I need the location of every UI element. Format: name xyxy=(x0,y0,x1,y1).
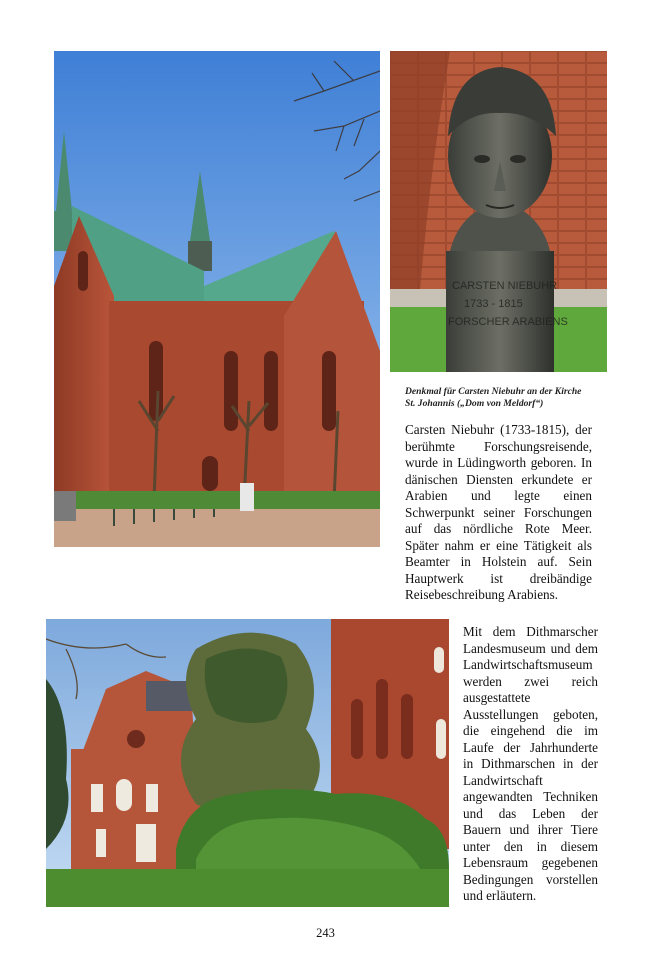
museum-illustration xyxy=(46,619,449,907)
paragraph-niebuhr: Carsten Niebuhr (1733-1815), der berühmte Forschungsreisende, wurde in Lüdingworth geboren. In dänischen Diensten erkundete er Arabien und legte einen Schwerpunkt seiner Forschungen auf das nördliche Rote Meer. Später nahm er eine Tätigkeit als Beamter in Holstein auf. Sein Hauptwerk ist dreibändige Reisebeschreibung Arabiens. xyxy=(405,422,592,602)
photo-museum xyxy=(46,619,449,907)
text-niebuhr xyxy=(405,422,592,604)
cathedral-illustration xyxy=(54,51,380,547)
inscription-line-1: CARSTEN NIEBUHR xyxy=(452,280,558,292)
inscription-line-3: FORSCHER ARABIENS xyxy=(448,316,568,328)
text-museum xyxy=(463,624,598,905)
inscription-line-2: 1733 - 1815 xyxy=(464,298,523,310)
bust-illustration xyxy=(390,51,607,372)
page-number: 243 xyxy=(316,926,335,940)
paragraph-museum: Mit dem Dithmarscher Landesmuseum und dem Landwirtschaftsmuseum werden zwei reich ausgestattete Ausstellungen geboten, die eingehend die im Laufe der Jahrhunderte in Dithmarschen in der Landwirtschaft angewandten Techniken und das Leben der Bauern und ihrer Tiere unter den in diesem Lebensraum gegebenen Bedingungen vorstellen und erläutern. xyxy=(463,624,598,903)
photo-niebuhr-bust xyxy=(390,51,607,372)
photo-caption: Denkmal für Carsten Niebuhr an der Kirche St. Johannis („Dom von Meldorf“) xyxy=(405,386,582,409)
photo-cathedral xyxy=(54,51,380,547)
